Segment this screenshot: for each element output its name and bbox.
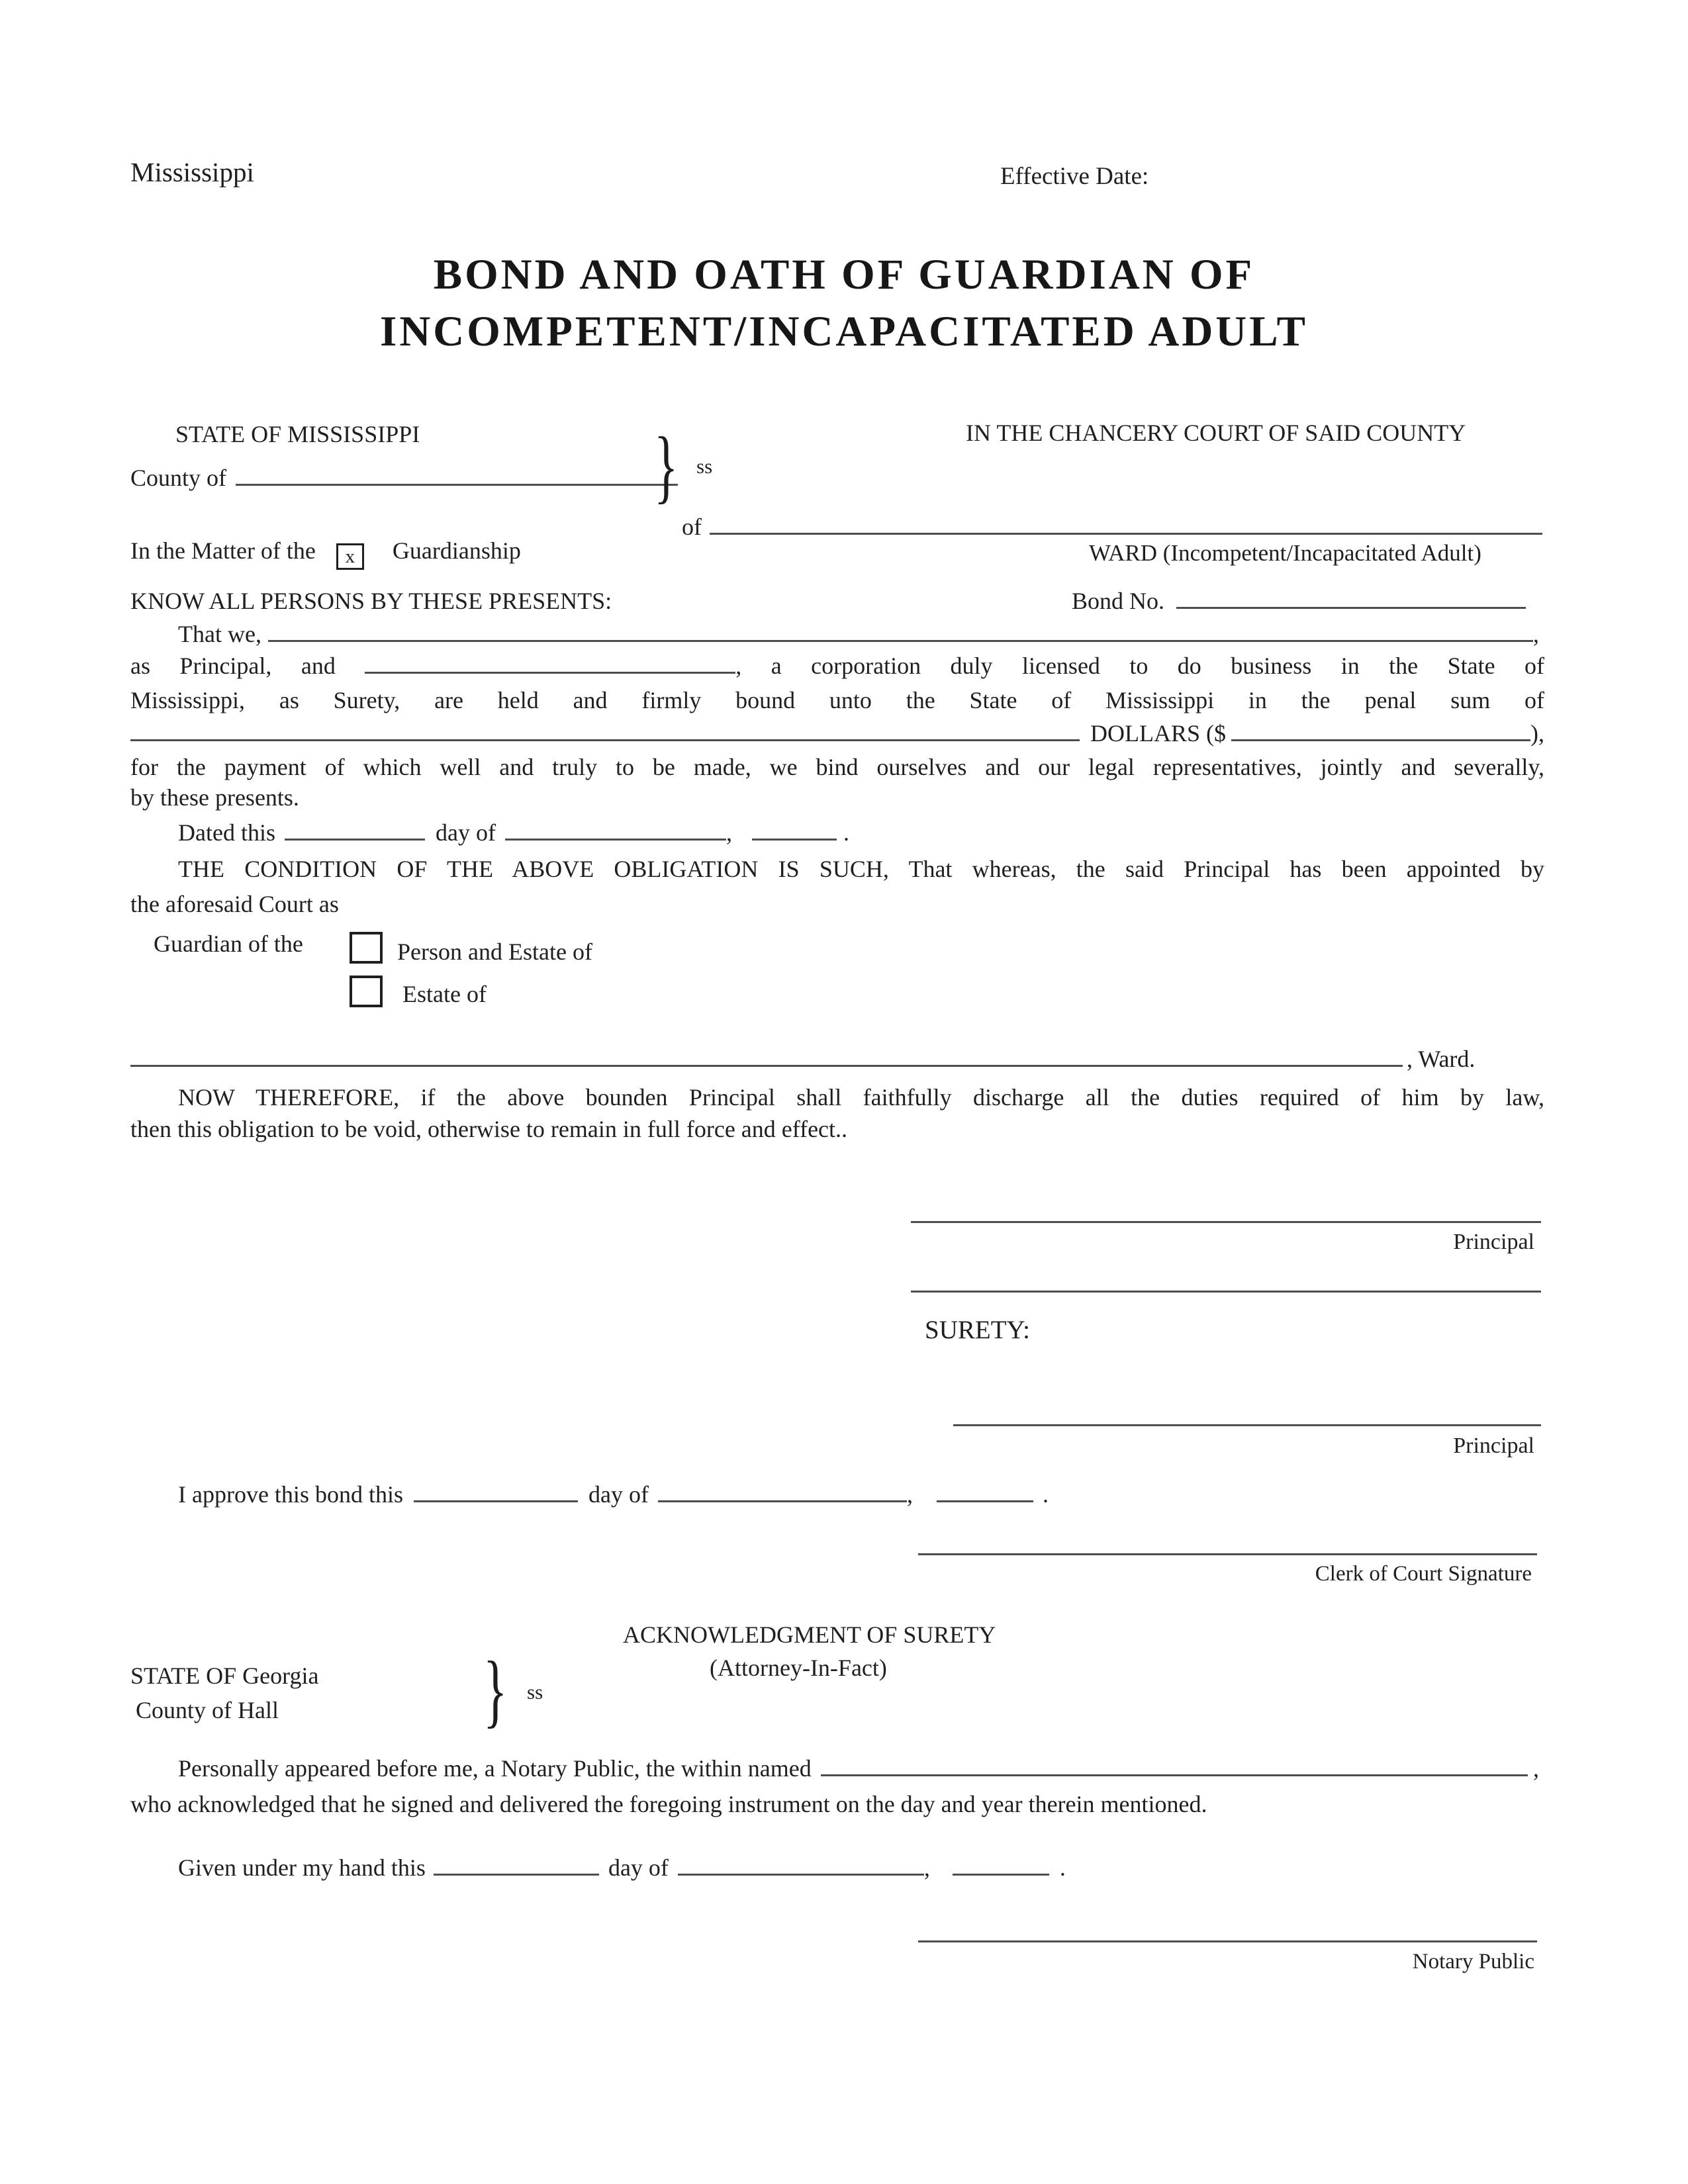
clerk-signature-line[interactable] — [918, 1553, 1537, 1555]
ss-brace-icon-2: } — [483, 1645, 508, 1736]
given-period: . — [1059, 1854, 1066, 1881]
that-we-row — [178, 621, 1539, 647]
acknowledgment-heading: ACKNOWLEDGMENT OF SURETY — [623, 1621, 996, 1648]
acknowledged-line: who acknowledged that he signed and delivered the foregoing instrument on the day and year therein mentioned. — [130, 1791, 1207, 1817]
penal-sum-words-blank[interactable] — [130, 734, 1080, 741]
notary-signature-line[interactable] — [918, 1940, 1537, 1942]
dated-month-blank[interactable] — [505, 833, 726, 841]
form-title-line1: BOND AND OATH OF GUARDIAN OF — [433, 251, 1255, 298]
approve-day-of-label: day of — [588, 1481, 649, 1508]
given-day-blank[interactable] — [434, 1868, 599, 1876]
dollars-close: ), — [1530, 720, 1544, 747]
of-ward-row — [682, 514, 1542, 540]
clerk-label: Clerk of Court Signature — [1315, 1562, 1532, 1586]
estate-checkbox[interactable] — [350, 976, 383, 1007]
guardian-of-label: Guardian of the — [154, 931, 303, 957]
ss-label: ss — [696, 455, 713, 478]
principal-name-blank[interactable] — [268, 635, 1533, 642]
personally-appeared-row — [178, 1755, 1539, 1782]
approve-prefix: I approve this bond this — [178, 1481, 403, 1508]
approve-period: . — [1042, 1481, 1049, 1508]
approve-day-blank[interactable] — [414, 1495, 578, 1502]
condition-line1: THE CONDITION OF THE ABOVE OBLIGATION IS SUCH, That whereas, the said Principal has been appointed by — [178, 856, 1544, 882]
surety-bound-line: Mississippi, as Surety, are held and firmly bound unto the State of Mississippi in the penal sum of — [130, 687, 1544, 713]
signature-line-unlabeled[interactable] — [911, 1291, 1541, 1293]
acknowledgment-subheading: (Attorney-In-Fact) — [710, 1655, 887, 1681]
person-and-estate-checkbox[interactable] — [350, 932, 383, 964]
given-day-of-label: day of — [608, 1854, 669, 1881]
appeared-name-blank[interactable] — [821, 1769, 1528, 1776]
dated-day-blank[interactable] — [285, 833, 425, 841]
given-row — [178, 1854, 1066, 1881]
corporation-text: , a corporation duly licensed to do business in the State of — [735, 653, 1544, 679]
given-prefix: Given under my hand this — [178, 1854, 426, 1881]
county-name-blank[interactable] — [236, 478, 678, 486]
payment-line2: by these presents. — [130, 784, 299, 811]
form-title — [0, 246, 1688, 360]
caption-court-name: IN THE CHANCERY COURT OF SAID COUNTY — [966, 420, 1466, 446]
form-title-line2: INCOMPETENT/INCAPACITATED ADULT — [380, 308, 1308, 355]
principal-corp-line — [130, 653, 1544, 679]
principal-signature-line-1[interactable] — [911, 1221, 1541, 1223]
approve-month-blank[interactable] — [658, 1495, 907, 1502]
person-and-estate-label: Person and Estate of — [397, 938, 592, 965]
appeared-prefix: Personally appeared before me, a Notary Public, the within named — [178, 1755, 812, 1782]
estate-label: Estate of — [402, 981, 487, 1007]
caption-state-line: STATE OF MISSISSIPPI — [175, 421, 420, 447]
ward-full-name-blank[interactable] — [130, 1065, 1403, 1067]
that-we-label: That we, — [178, 621, 261, 647]
know-all-row — [130, 588, 1544, 614]
bond-no-label: Bond No. — [1071, 588, 1164, 614]
surety-company-blank[interactable] — [365, 666, 735, 674]
ward-caption-label: WARD (Incompetent/Incapacitated Adult) — [1089, 540, 1481, 566]
know-all-heading: KNOW ALL PERSONS BY THESE PRESENTS: — [130, 588, 612, 614]
guardianship-label: Guardianship — [392, 537, 521, 564]
approve-comma: , — [906, 1481, 913, 1508]
dated-comma: , — [726, 819, 732, 846]
bond-no-blank[interactable] — [1176, 602, 1526, 609]
matter-prefix: In the Matter of the — [130, 537, 316, 564]
ss-brace-icon: } — [654, 420, 679, 512]
given-comma: , — [923, 1854, 930, 1881]
payment-line1: for the payment of which well and truly to be made, we bind ourselves and our legal representatives, jointly and severally, — [130, 754, 1544, 780]
surety-heading: SURETY: — [925, 1316, 1030, 1344]
county-of-row — [130, 465, 678, 491]
dated-prefix: Dated this — [178, 819, 275, 846]
dollars-row — [130, 720, 1544, 747]
appeared-comma: , — [1533, 1755, 1539, 1782]
as-principal-text: as Principal, and — [130, 653, 336, 679]
principal-label-1: Principal — [1453, 1230, 1534, 1254]
acknowledgment-county-line: County of Hall — [136, 1697, 279, 1723]
dated-row — [178, 819, 849, 846]
principal-label-2: Principal — [1453, 1433, 1534, 1458]
dated-year-blank[interactable] — [752, 833, 837, 841]
given-month-blank[interactable] — [678, 1868, 924, 1876]
dollars-label: DOLLARS ($ — [1090, 720, 1226, 747]
county-of-label: County of — [130, 465, 227, 491]
now-therefore-line2: then this obligation to be void, otherwise to remain in full force and effect.. — [130, 1116, 848, 1142]
penal-sum-amount-blank[interactable] — [1231, 734, 1530, 741]
given-year-blank[interactable] — [953, 1868, 1049, 1876]
guardianship-checkbox[interactable]: x — [336, 543, 364, 570]
of-label: of — [682, 514, 702, 540]
principal-signature-line-2[interactable] — [953, 1424, 1541, 1426]
ss-label-2: ss — [527, 1680, 543, 1704]
approve-year-blank[interactable] — [937, 1495, 1033, 1502]
condition-line2: the aforesaid Court as — [130, 891, 339, 917]
state-header: Mississippi — [130, 157, 254, 187]
that-we-comma: , — [1533, 621, 1539, 647]
ward-suffix: , Ward. — [1407, 1046, 1476, 1072]
now-therefore-line1: NOW THEREFORE, if the above bounden Principal shall faithfully discharge all the duties required of him by law, — [178, 1084, 1544, 1111]
dated-day-of-label: day of — [435, 819, 496, 846]
effective-date-label: Effective Date: — [1000, 163, 1149, 190]
acknowledgment-state-line: STATE OF Georgia — [130, 1662, 319, 1689]
ward-name-blank[interactable] — [710, 527, 1542, 535]
dated-period: . — [843, 819, 849, 846]
notary-label: Notary Public — [1412, 1950, 1534, 1974]
matter-row — [130, 537, 521, 570]
approve-row — [178, 1481, 1049, 1508]
